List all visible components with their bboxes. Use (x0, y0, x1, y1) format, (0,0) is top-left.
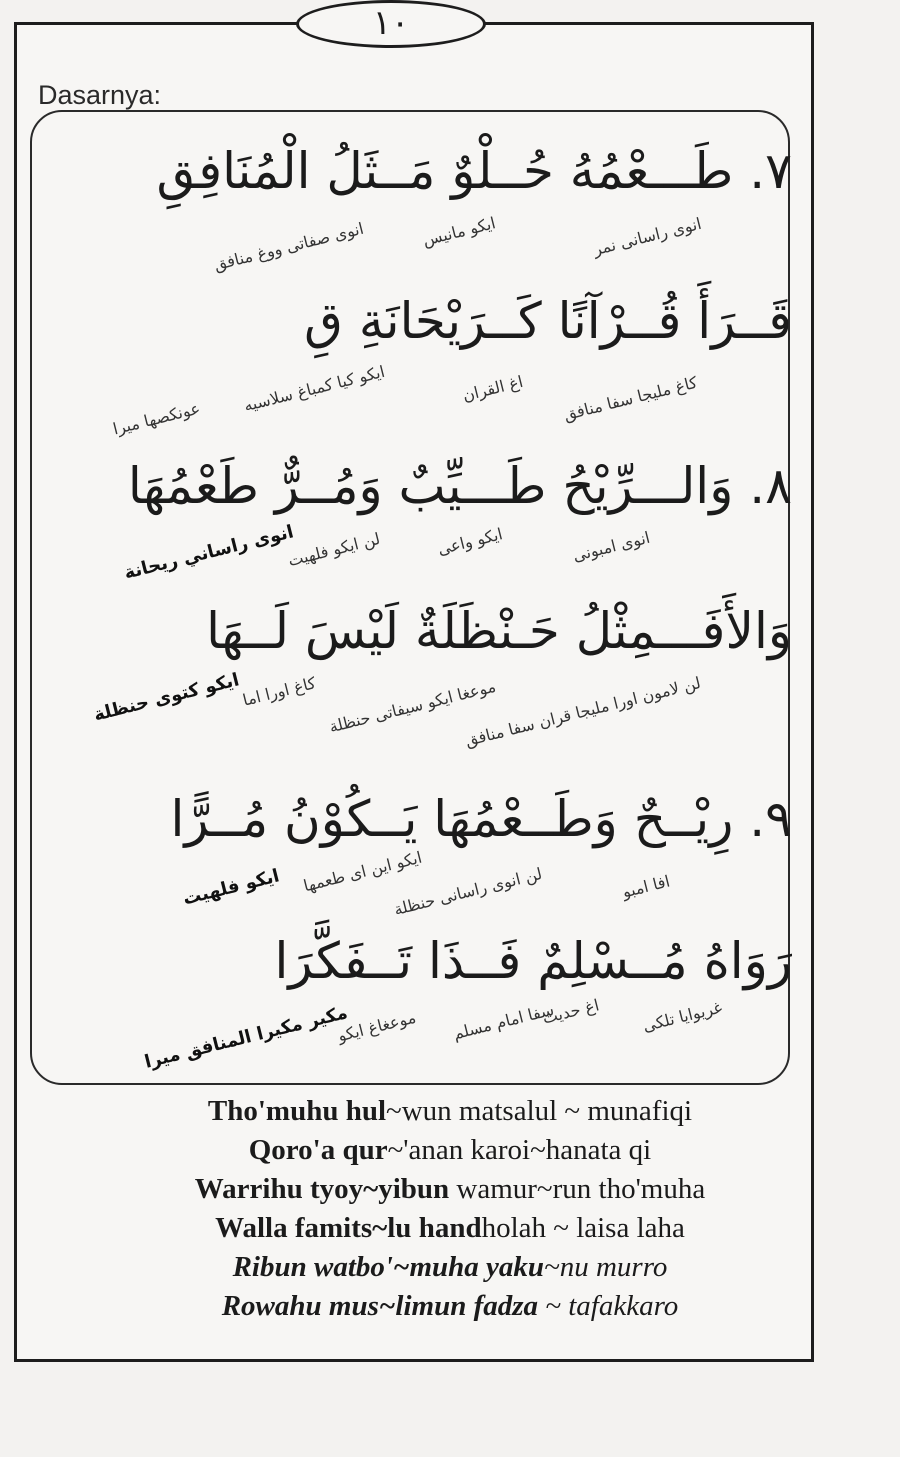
gloss: غريوايا تلكى (640, 997, 724, 1036)
verse-line-3: ٨. وَالـــرِّيْحُ طَـــيِّبٌ وَمُــرٌّ طَعْمُهَا (127, 457, 792, 515)
verse-line-1: ٧. طَـــعْمُهُ حُــلْوٌ مَــثَلُ الْمُنَافِقِ (156, 142, 792, 200)
gloss: موعغاغ ايكو (335, 1007, 418, 1046)
gloss: افا امبو (620, 871, 672, 902)
gloss: ايكو فلهيت (180, 865, 282, 910)
gloss-row-5 (122, 847, 762, 927)
gloss-row-4 (91, 669, 762, 750)
transliteration-line: Rowahu mus~limun fadza ~ tafakkaro (221, 1290, 679, 1322)
gloss: موعغا ايكو سيفاتى حنظلة (327, 676, 498, 737)
gloss-row-1 (122, 213, 762, 287)
gloss: انوى راسانى نمر (591, 213, 704, 260)
verse-line-6: رَوَاهُ مُــسْلِمٌ فَــذَا تَــفَكَّرَا (274, 932, 792, 990)
transliteration-line: Warrihu tyoy~yibun wamur~run tho'muha (194, 1173, 706, 1205)
gloss: عونكصها ميرا (111, 398, 202, 439)
verse-line-2: قَــرَأَ قُــرْآنًا كَــرَيْحَانَةِ قِ (304, 292, 792, 350)
gloss: لن لامون اورا مليجا قران سفا منافق (463, 673, 703, 750)
gloss: مكير مكيرا المنافق ميرا (142, 1002, 350, 1073)
gloss: اغ القران (460, 371, 525, 406)
transliteration-line: Walla famits~lu handholah ~ laisa laha (215, 1212, 685, 1244)
gloss: ايكو اين اى طعمها (301, 847, 424, 896)
gloss-row-2 (111, 361, 762, 444)
verse-box (30, 110, 790, 1085)
page-number: ١٠ (296, 0, 486, 48)
transliteration-block (60, 1092, 840, 1326)
gloss: لن انوى راسانى حنظلة (391, 863, 545, 920)
verse-line-4: وَالأَفَـــمِثْلُ حَـنْظَلَةٌ لَيْسَ لَــهَا (206, 602, 792, 660)
gloss: كاغ اورا اما (240, 673, 318, 710)
transliteration-line: Qoro'a qur~'anan karoi~hanata qi (248, 1134, 652, 1166)
gloss: ايكو واعى (435, 524, 505, 559)
gloss-row-6 (122, 995, 762, 1073)
gloss: لن ايكو فلهيت (286, 528, 382, 571)
gloss: كاغ مليجا سفا منافق (561, 372, 700, 425)
gloss: انوى راساني ريحانة (122, 521, 296, 584)
gloss: انوى امبونى (570, 527, 652, 566)
transliteration-line: Tho'muhu hul~wun matsalul ~ munafiqi (207, 1095, 693, 1127)
gloss: اغ حديث (540, 995, 601, 1028)
transliteration-line: Ribun watbo'~muha yaku~nu murro (232, 1251, 668, 1283)
gloss: انوى صفاتى ووغ منافق (211, 218, 366, 275)
gloss: ايكو كتوى حنظلة (91, 669, 242, 726)
gloss: سفا امام مسلم (451, 999, 556, 1044)
section-label: Dasarnya: (38, 80, 162, 110)
verse-line-5: ٩. رِيْــحٌ وَطَــعْمُهَا يَــكُوْنُ مُــرًّا (170, 790, 792, 848)
gloss: ايكو كيا كمباغ سلاسيه (241, 361, 387, 416)
gloss-row-3 (122, 522, 762, 592)
gloss: ايكو مانيس (420, 213, 498, 250)
